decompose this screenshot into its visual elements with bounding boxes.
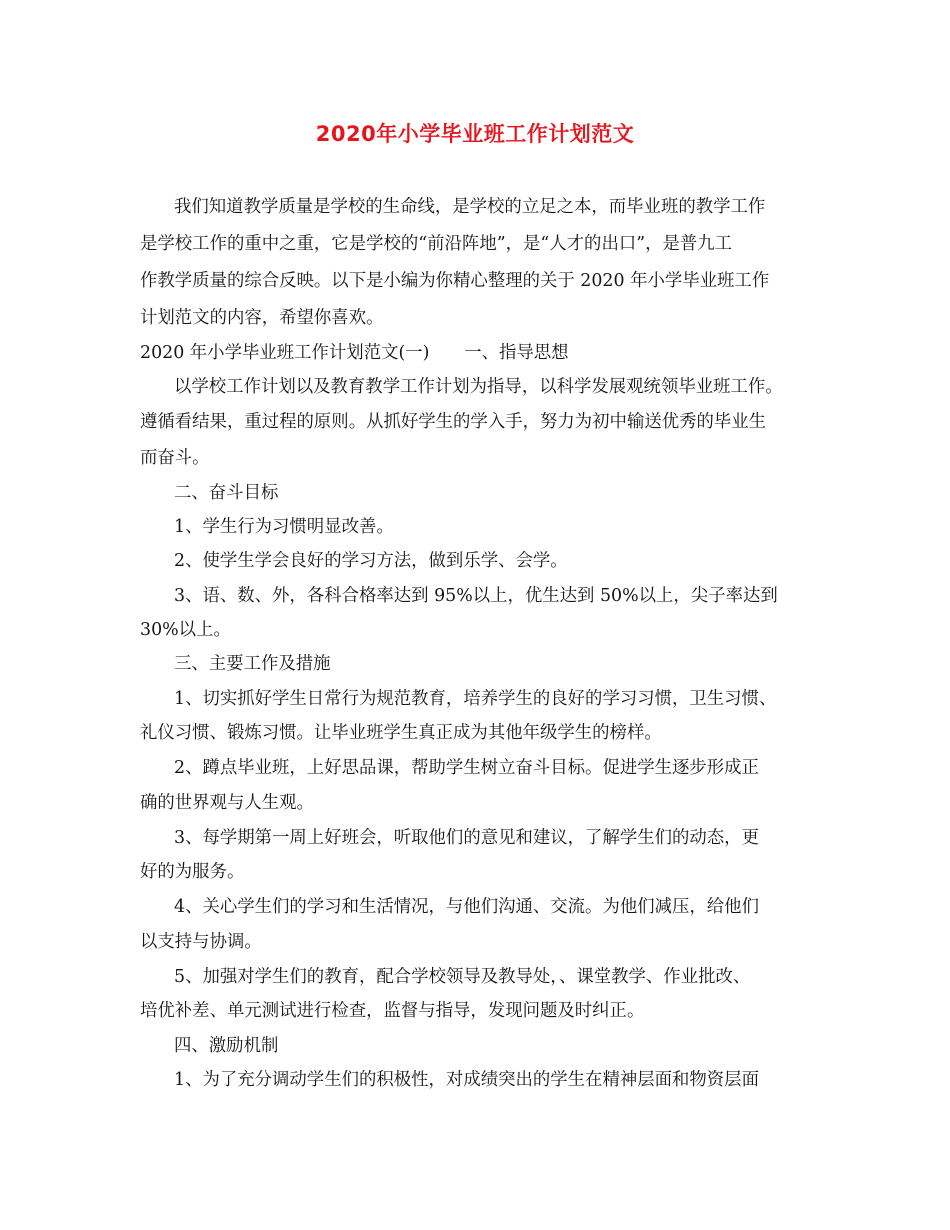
section-heading-line: 2020 年小学毕业班工作计划范文(一) 一、指导思想 — [140, 343, 569, 363]
list-item: 2、蹲点毕业班，上好思品课，帮助学生树立奋斗目标。促进学生逐步形成正 — [174, 758, 759, 778]
paragraph-line: 而奋斗。 — [140, 448, 210, 468]
section-heading: 三、主要工作及措施 — [174, 654, 331, 674]
list-item: 1、为了充分调动学生们的积极性，对成绩突出的学生在精神层面和物资层面 — [174, 1070, 759, 1090]
paragraph-line: 培优补差、单元测试进行检查，监督与指导，发现问题及时纠正。 — [140, 1001, 645, 1021]
paragraph-line: 礼仪习惯、锻炼习惯。让毕业班学生真正成为其他年级学生的榜样。 — [140, 723, 662, 743]
section-heading: 四、激励机制 — [174, 1036, 279, 1056]
paragraph-line: 以学校工作计划以及教育教学工作计划为指导，以科学发展观统领毕业班工作。 — [174, 377, 783, 397]
list-item: 3、语、数、外，各科合格率达到 95%以上，优生达到 50%以上，尖子率达到 — [174, 586, 778, 606]
list-item: 4、关心学生们的学习和生活情况，与他们沟通、交流。为他们减压，给他们 — [174, 897, 759, 917]
paragraph-line: 是学校工作的重中之重，它是学校的“前沿阵地”，是“人才的出口”，是普九工 — [140, 234, 733, 254]
list-item: 5、加强对学生们的教育，配合学校领导及教导处，、课堂教学、作业批改、 — [174, 967, 751, 987]
section-heading: 二、奋斗目标 — [174, 483, 279, 503]
paragraph-line: 以支持与协调。 — [140, 932, 262, 952]
paragraph-line: 计划范文的内容，希望你喜欢。 — [140, 308, 384, 328]
paragraph-line: 好的为服务。 — [140, 862, 245, 882]
paragraph-line: 作教学质量的综合反映。以下是小编为你精心整理的关于 2020 年小学毕业班工作 — [140, 271, 770, 291]
paragraph-line: 我们知道教学质量是学校的生命线，是学校的立足之本，而毕业班的教学工作 — [174, 197, 766, 217]
paragraph-line: 确的世界观与人生观。 — [140, 793, 314, 813]
list-item: 1、学生行为习惯明显改善。 — [174, 517, 394, 537]
list-item: 3、每学期第一周上好班会，听取他们的意见和建议，了解学生们的动态，更 — [174, 828, 759, 848]
paragraph-line: 30%以上。 — [140, 620, 231, 640]
paragraph-line: 遵循看结果，重过程的原则。从抓好学生的学入手，努力为初中输送优秀的毕业生 — [140, 412, 767, 432]
document-title: 2020年小学毕业班工作计划范文 — [315, 122, 635, 146]
list-item: 1、切实抓好学生日常行为规范教育，培养学生的良好的学习习惯，卫生习惯、 — [174, 689, 777, 709]
list-item: 2、使学生学会良好的学习方法，做到乐学、会学。 — [174, 551, 568, 571]
